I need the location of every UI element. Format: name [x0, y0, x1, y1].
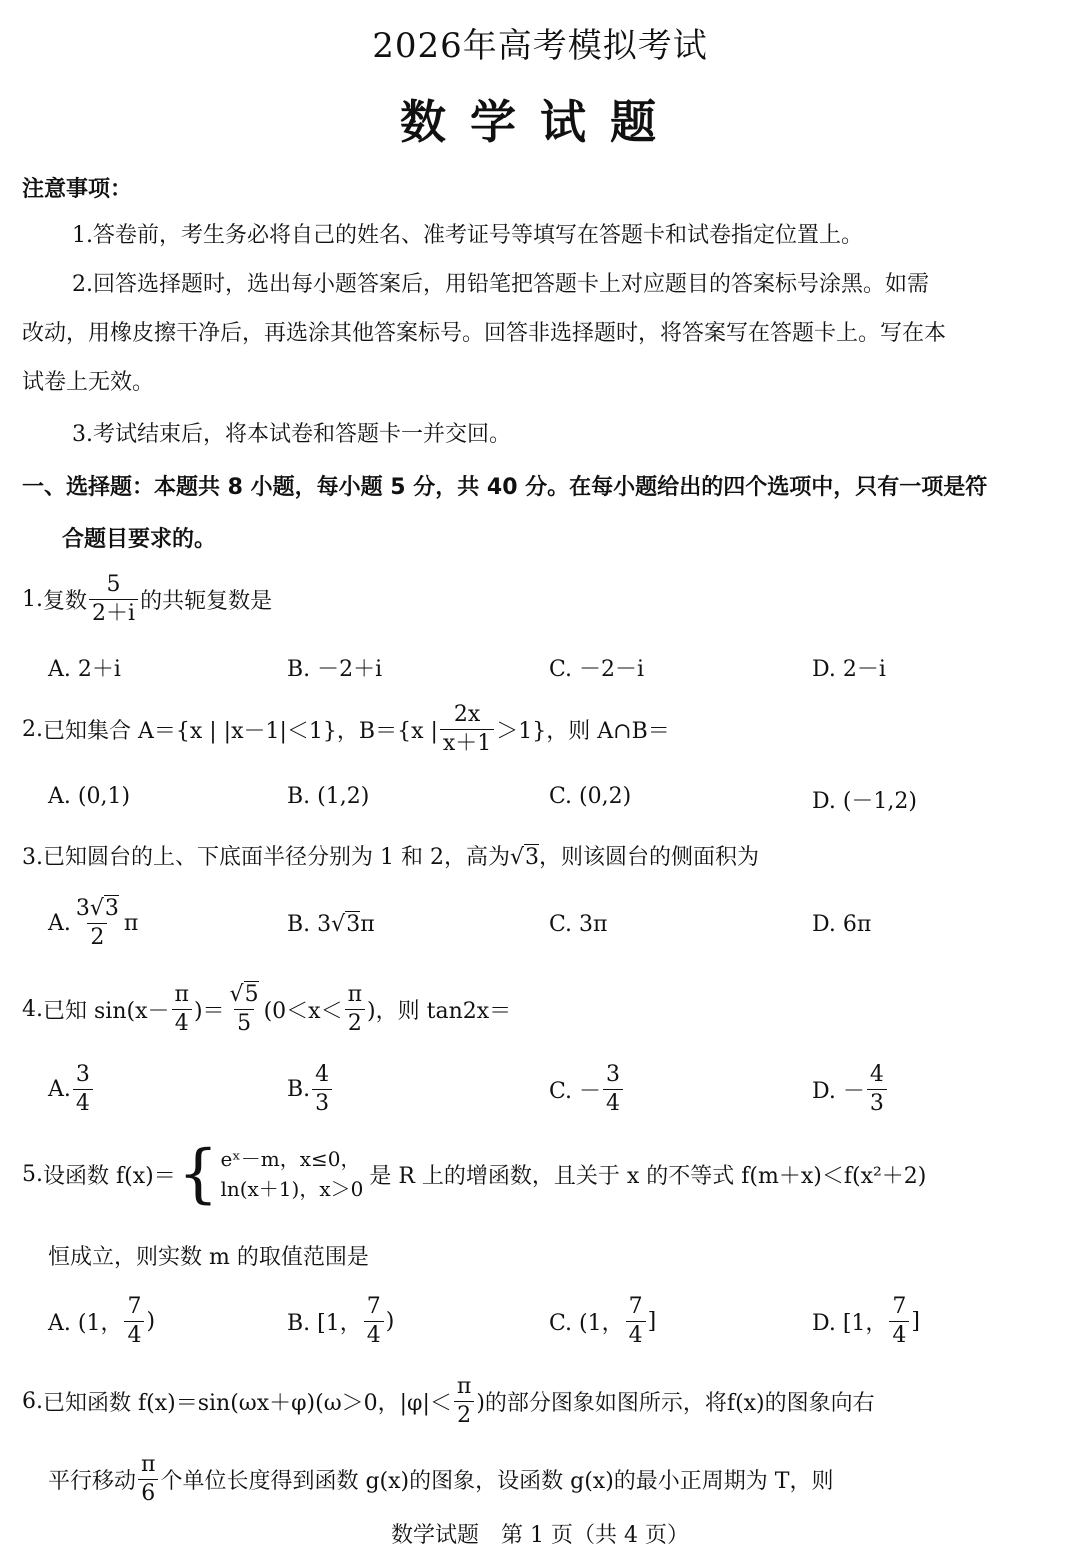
numerator: 4 [315, 1062, 330, 1087]
question-number: 3. [22, 845, 43, 870]
question-3-option-d: D. 6π [812, 912, 872, 937]
fraction [454, 1374, 474, 1429]
denominator: 4 [73, 1089, 93, 1117]
radicand: 3 [525, 845, 540, 870]
notice-item-2-line-1: 2.回答选择题时，选出每小题答案后，用铅笔把答题卡上对应题目的答案标号涂黑。如需 [72, 272, 929, 297]
question-4-option-c [549, 1062, 625, 1117]
question-text: 设函数 f(x)＝ [43, 1163, 176, 1189]
question-1-option-c: C. －2－i [549, 657, 645, 682]
question-text: 已知圆台的上、下底面半径分别为 1 和 2，高为 [43, 845, 510, 870]
option-text: ) [146, 1309, 156, 1334]
denominator: 2 [345, 1009, 365, 1037]
question-text: 已知 sin(x－ [43, 999, 170, 1024]
fraction [227, 982, 262, 1037]
denominator: 4 [172, 1009, 192, 1037]
numerator: 5 [106, 572, 121, 597]
option-text: C. (1， [549, 1311, 624, 1336]
question-text: ，则该圆台的侧面积为 [539, 845, 760, 870]
question-number: 6. [22, 1389, 43, 1414]
question-2-option-b: B. (1,2) [287, 784, 370, 809]
notice-heading: 注意事项： [22, 177, 133, 202]
fraction [89, 572, 138, 627]
coefficient: 3 [75, 896, 90, 921]
case-2: ln(x＋1)，x＞0 [220, 1177, 364, 1201]
question-4-option-d [812, 1062, 889, 1117]
question-5-option-b [287, 1294, 394, 1349]
numerator: 4 [869, 1062, 884, 1087]
fraction [73, 896, 122, 951]
numerator: 7 [127, 1294, 142, 1319]
fraction [138, 1452, 158, 1507]
question-1-option-a: A. 2＋i [48, 657, 121, 682]
question-text: (0＜x＜ [263, 999, 343, 1024]
exam-title: 2026年高考模拟考试 [372, 26, 708, 66]
notice-item-2-line-2: 改动，用橡皮擦干净后，再选涂其他答案标号。回答非选择题时，将答案写在答题卡上。写在本 [22, 321, 947, 346]
fraction [603, 1062, 623, 1117]
question-4-stem [22, 982, 511, 1037]
denominator: 3 [867, 1089, 887, 1117]
option-text: B. [1， [287, 1311, 362, 1336]
denominator: 2 [87, 923, 107, 951]
fraction [867, 1062, 887, 1117]
page-footer: 数学试题 第 1 页（共 4 页） [391, 1523, 689, 1548]
pi-symbol: π [123, 911, 139, 936]
option-text: A. (1， [48, 1311, 123, 1336]
fraction [889, 1294, 909, 1349]
question-text: 个单位长度得到函数 g(x)的图象，设函数 g(x)的最小正周期为 T，则 [160, 1469, 834, 1494]
numerator: 7 [628, 1294, 643, 1319]
question-number: 4. [22, 997, 43, 1022]
denominator: 4 [364, 1321, 384, 1349]
question-3-option-b: B. 3√3π [287, 912, 375, 937]
question-text: )＝ [193, 999, 225, 1024]
question-number: 5. [22, 1161, 43, 1187]
radicand: 5 [244, 982, 259, 1007]
fraction [345, 982, 365, 1037]
question-5-option-d [812, 1294, 920, 1349]
fraction [626, 1294, 646, 1349]
section-1-heading-line-1: 一、选择题：本题共 8 小题，每小题 5 分，共 40 分。在每小题给出的四个选项中，只有一项是符 [22, 475, 988, 500]
question-text: 已知函数 f(x)＝sin(ωx＋φ)(ω＞0，|φ|＜ [43, 1391, 452, 1416]
radicand: 3 [346, 912, 361, 937]
question-1-option-d: D. 2－i [812, 657, 886, 682]
question-2-option-c: C. (0,2) [549, 784, 632, 809]
question-5-stem [22, 1137, 927, 1211]
left-brace: { [177, 1137, 219, 1211]
option-text: D. [1， [812, 1311, 888, 1336]
question-6-stem [22, 1374, 875, 1429]
notice-item-3: 3.考试结束后，将本试卷和答题卡一并交回。 [72, 422, 511, 447]
numerator: π [456, 1374, 472, 1399]
numerator: π [347, 982, 363, 1007]
notice-item-1: 1.答卷前，考生务必将自己的姓名、准考证号等填写在答题卡和试卷指定位置上。 [72, 223, 863, 248]
question-text: )，则 tan2x＝ [367, 999, 512, 1024]
numerator: 2x [453, 702, 481, 727]
fraction [73, 1062, 93, 1117]
denominator: x＋1 [440, 729, 494, 757]
fraction [312, 1062, 332, 1117]
numerator: 3 [75, 1062, 90, 1087]
question-text: )的部分图象如图所示，将f(x)的图象向右 [476, 1391, 875, 1416]
numerator: 7 [366, 1294, 381, 1319]
subject-title: 数学试题 [400, 95, 680, 149]
denominator: 4 [626, 1321, 646, 1349]
question-1-stem [22, 572, 272, 627]
question-6-stem-line-2 [48, 1452, 833, 1507]
denominator: 4 [603, 1089, 623, 1117]
numerator: √5 [229, 982, 259, 1007]
question-text: 平行移动 [48, 1469, 137, 1494]
question-text: 是 R 上的增函数，且关于 x 的不等式 f(m＋x)＜f(x²＋2) [369, 1163, 927, 1189]
question-5-option-a [48, 1294, 155, 1349]
question-3-option-a [48, 896, 138, 951]
denominator: 5 [234, 1009, 254, 1037]
numerator: 3 [606, 1062, 621, 1087]
denominator: 4 [124, 1321, 144, 1349]
question-4-option-b [287, 1062, 334, 1117]
option-label: C. － [549, 1079, 602, 1104]
case-1: eˣ－m，x≤0， [220, 1147, 361, 1171]
numerator: 7 [892, 1294, 907, 1319]
numerator: 3√3 [75, 896, 119, 921]
question-1-option-b: B. －2＋i [287, 657, 383, 682]
question-text: 的共轭复数是 [140, 589, 273, 614]
question-2-option-a: A. (0,1) [48, 784, 131, 809]
option-text: ] [911, 1309, 921, 1334]
numerator: π [141, 1452, 156, 1477]
question-3-option-c: C. 3π [549, 912, 608, 937]
option-label: D. － [812, 1079, 865, 1104]
denominator: 2 [454, 1401, 474, 1429]
question-number: 1. [22, 587, 43, 612]
question-3-stem: 3.已知圆台的上、下底面半径分别为 1 和 2，高为√3，则该圆台的侧面积为 [22, 845, 760, 870]
question-text: ＞1}，则 A∩B＝ [496, 719, 670, 744]
piecewise-cases [220, 1144, 363, 1204]
question-2-option-d: D. (－1,2) [812, 789, 917, 814]
notice-item-2-line-3: 试卷上无效。 [22, 370, 155, 395]
fraction [124, 1294, 144, 1349]
denominator: 6 [138, 1479, 158, 1507]
question-text: 复数 [43, 589, 88, 614]
question-4-option-a [48, 1062, 95, 1117]
numerator: π [174, 982, 189, 1007]
option-text: B. 3 [287, 912, 332, 937]
section-1-heading-line-2: 合题目要求的。 [62, 527, 217, 552]
option-label: A. [48, 1077, 71, 1102]
option-label: B. [287, 1077, 311, 1102]
denominator: 4 [889, 1321, 909, 1349]
question-text: 已知集合 A＝{x | |x－1|＜1}，B＝{x | [43, 719, 438, 744]
question-number: 2. [22, 717, 43, 742]
option-text: ] [647, 1309, 657, 1334]
fraction [440, 702, 494, 757]
radicand: 3 [104, 896, 119, 921]
question-5-stem-line-2: 恒成立，则实数 m 的取值范围是 [48, 1245, 369, 1270]
option-text: ) [385, 1309, 395, 1334]
fraction [364, 1294, 384, 1349]
fraction [171, 982, 191, 1037]
denominator: 2＋i [89, 599, 138, 627]
pi-symbol: π [360, 912, 375, 937]
question-2-stem [22, 702, 670, 757]
option-label: A. [48, 911, 71, 936]
denominator: 3 [312, 1089, 332, 1117]
question-5-option-c [549, 1294, 656, 1349]
